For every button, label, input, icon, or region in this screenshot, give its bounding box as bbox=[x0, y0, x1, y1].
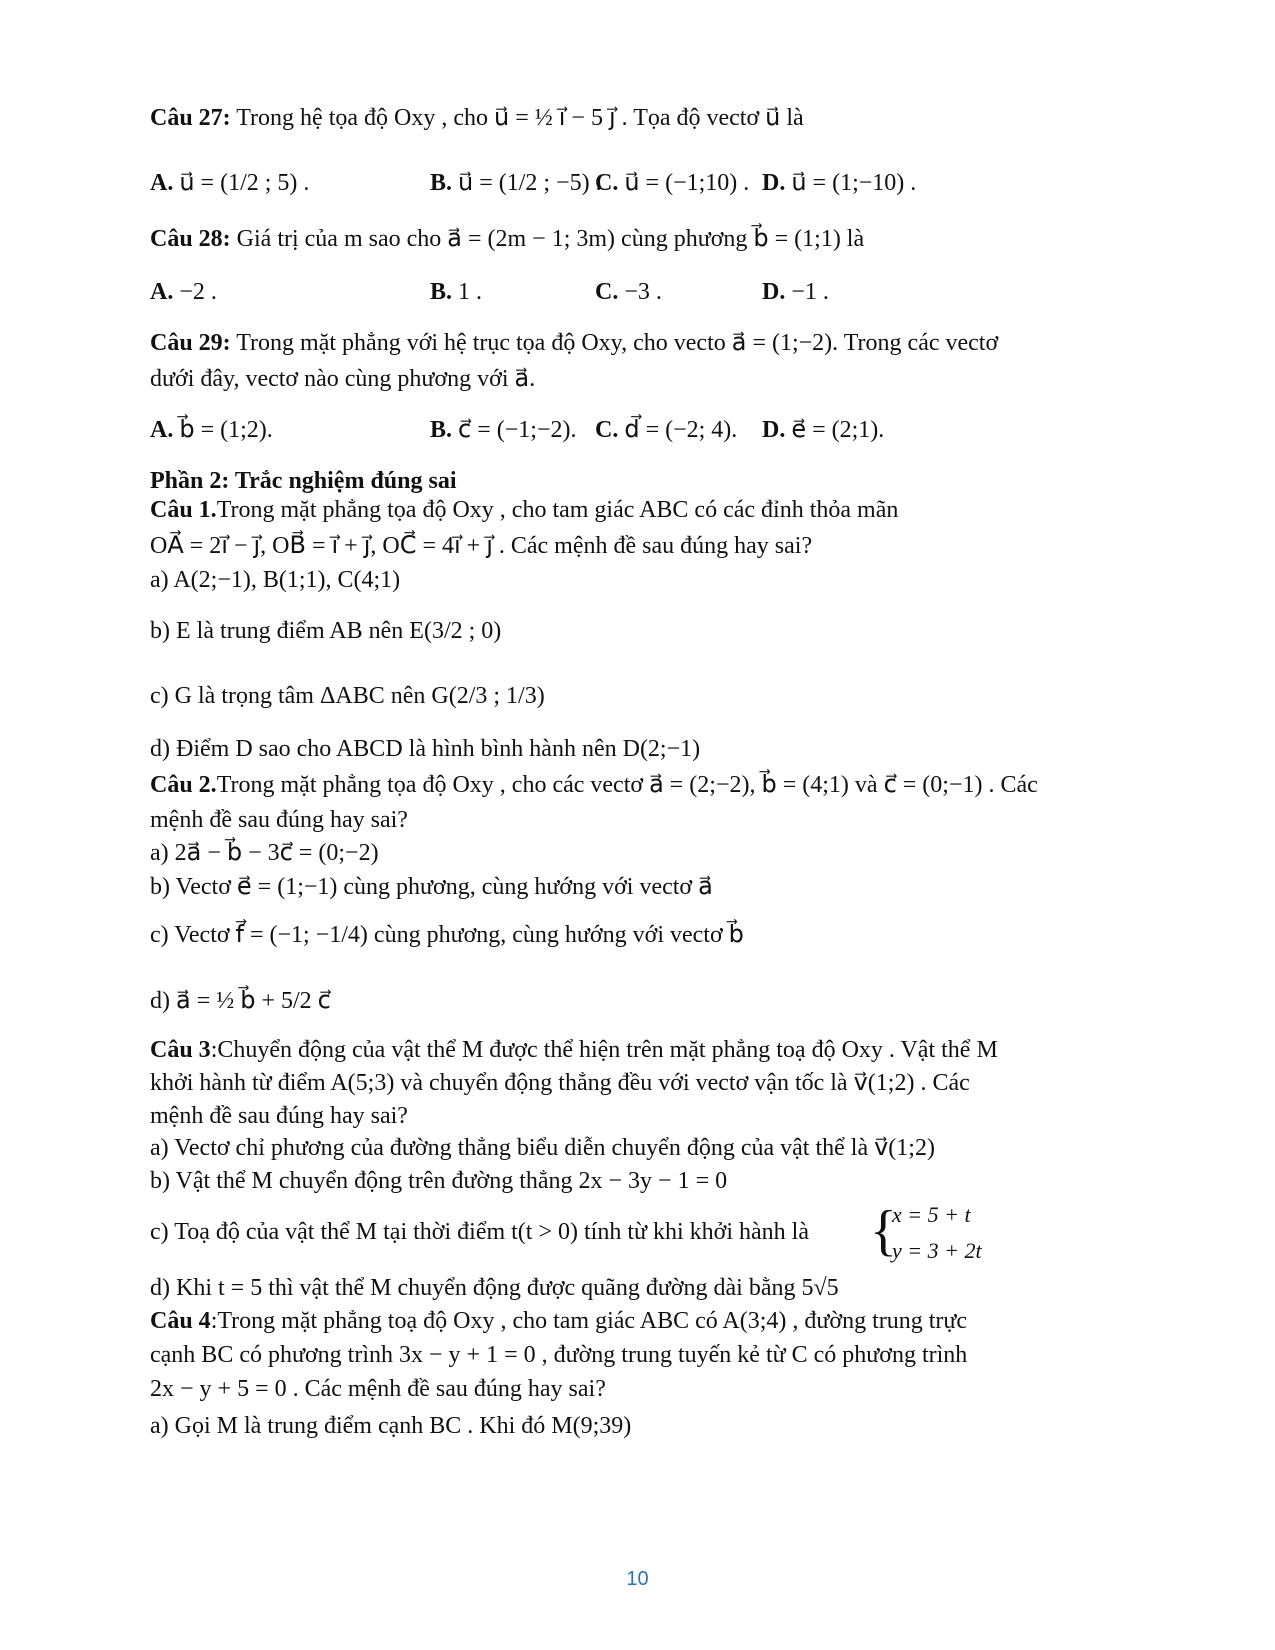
q27-stem bbox=[150, 103, 804, 133]
q28-stem bbox=[150, 224, 864, 254]
q29-stem bbox=[150, 328, 998, 358]
q29-text: Trong mặt phẳng với hệ trục tọa độ Oxy, cho vecto a⃗ = (1;−2). Trong các vectơ bbox=[230, 330, 999, 356]
q28-option-d: D. −1 . bbox=[762, 279, 829, 305]
c4-stem bbox=[150, 1306, 967, 1336]
c3-stem bbox=[150, 1035, 998, 1065]
q29-option-c: C. d⃗ = (−2; 4). bbox=[595, 417, 738, 443]
c3-statement-d: d) Khi t = 5 thì vật thể M chuyển động được quãng đường dài bằng 5√5 bbox=[150, 1275, 839, 1301]
c3-statement-a: a) Vectơ chỉ phương của đường thẳng biểu diễn chuyển động của vật thể là v⃗(1;2) bbox=[150, 1135, 935, 1161]
q28-text: Giá trị của m sao cho a⃗ = (2m − 1; 3m) cùng phương b⃗ = (1;1) là bbox=[230, 226, 865, 252]
c3-system-line2: y = 3 + 2t bbox=[892, 1238, 982, 1263]
c4-text: :Trong mặt phẳng toạ độ Oxy , cho tam giác ABC có A(3;4) , đường trung trực bbox=[210, 1308, 968, 1334]
c4-label: Câu 4 bbox=[150, 1308, 211, 1334]
q29-option-b: B. c⃗ = (−1;−2). bbox=[430, 417, 577, 443]
c3-stem-line3: mệnh đề sau đúng hay sai? bbox=[150, 1103, 408, 1129]
c1-stem bbox=[150, 495, 898, 525]
c2-statement-c: c) Vectơ f⃗ = (−1; −1/4) cùng phương, cùng hướng với vectơ b⃗ bbox=[150, 922, 744, 948]
q28-option-c: C. −3 . bbox=[595, 279, 662, 305]
c2-label: Câu 2. bbox=[150, 772, 217, 798]
c1-statement-c: c) G là trọng tâm ΔABC nên G(2/3 ; 1/3) bbox=[150, 683, 545, 709]
q27-label: Câu 27: bbox=[150, 105, 231, 131]
c4-stem-line3: 2x − y + 5 = 0 . Các mệnh đề sau đúng hay sai? bbox=[150, 1376, 606, 1402]
c3-stem-line2: khởi hành từ điểm A(5;3) và chuyển động thẳng đều với vectơ vận tốc là v⃗(1;2) . Các bbox=[150, 1070, 970, 1096]
q29-option-d: D. e⃗ = (2;1). bbox=[762, 417, 885, 443]
c3-statement-c: c) Toạ độ của vật thể M tại thời điểm t(t > 0) tính từ khi khởi hành là bbox=[150, 1219, 810, 1245]
q29-label: Câu 29: bbox=[150, 330, 231, 356]
c2-stem-line2: mệnh đề sau đúng hay sai? bbox=[150, 807, 408, 833]
c3-text: :Chuyển động của vật thể M được thể hiện trên mặt phẳng toạ độ Oxy . Vật thể M bbox=[210, 1037, 998, 1063]
page-number: 10 bbox=[626, 1568, 649, 1590]
c3-brace: { bbox=[870, 1200, 897, 1262]
c1-label: Câu 1. bbox=[150, 497, 217, 523]
c1-text: Trong mặt phẳng tọa độ Oxy , cho tam giác ABC có các đỉnh thỏa mãn bbox=[216, 497, 899, 523]
q27-option-d: D. u⃗ = (1;−10) . bbox=[762, 170, 917, 196]
c1-statement-b: b) E là trung điểm AB nên E(3/2 ; 0) bbox=[150, 618, 502, 644]
section-heading: Phần 2: Trắc nghiệm đúng sai bbox=[150, 468, 457, 494]
c2-text: Trong mặt phẳng tọa độ Oxy , cho các vectơ a⃗ = (2;−2), b⃗ = (4;1) và c⃗ = (0;−1) . Các bbox=[216, 772, 1038, 798]
q27-option-b: B. u⃗ = (1/2 ; −5) . bbox=[430, 170, 602, 196]
c4-stem-line2: cạnh BC có phương trình 3x − y + 1 = 0 , đường trung tuyến kẻ từ C có phương trình bbox=[150, 1342, 968, 1368]
q27-option-c: C. u⃗ = (−1;10) . bbox=[595, 170, 750, 196]
c3-system-line1: x = 5 + t bbox=[892, 1202, 971, 1227]
c3-statement-b: b) Vật thể M chuyển động trên đường thẳng 2x − 3y − 1 = 0 bbox=[150, 1168, 728, 1194]
c2-statement-b: b) Vectơ e⃗ = (1;−1) cùng phương, cùng hướng với vectơ a⃗ bbox=[150, 874, 713, 900]
c1-statement-a: a) A(2;−1), B(1;1), C(4;1) bbox=[150, 567, 401, 593]
c4-statement-a: a) Gọi M là trung điểm cạnh BC . Khi đó M(9;39) bbox=[150, 1413, 632, 1439]
q29-stem-line2: dưới đây, vectơ nào cùng phương với a⃗. bbox=[150, 366, 536, 392]
q28-option-a: A. −2 . bbox=[150, 279, 217, 305]
c1-stem-line2: OA⃗ = 2i⃗ − j⃗, OB⃗ = i⃗ + j⃗, OC⃗ = 4i⃗ + j⃗ . Các mệnh đề sau đúng hay sai? bbox=[150, 533, 813, 559]
c2-statement-a: a) 2a⃗ − b⃗ − 3c⃗ = (0;−2) bbox=[150, 840, 379, 866]
q27-option-a: A. u⃗ = (1/2 ; 5) . bbox=[150, 170, 310, 196]
c2-stem bbox=[150, 770, 1038, 800]
q27-text: Trong hệ tọa độ Oxy , cho u⃗ = ½ i⃗ − 5 j⃗ . Tọa độ vectơ u⃗ là bbox=[230, 105, 804, 131]
q28-option-b: B. 1 . bbox=[430, 279, 483, 305]
c1-statement-d: d) Điểm D sao cho ABCD là hình bình hành nên D(2;−1) bbox=[150, 736, 701, 762]
c2-statement-d: d) a⃗ = ½ b⃗ + 5/2 c⃗ bbox=[150, 988, 331, 1014]
q28-label: Câu 28: bbox=[150, 226, 231, 252]
c3-label: Câu 3 bbox=[150, 1037, 211, 1063]
q29-option-a: A. b⃗ = (1;2). bbox=[150, 417, 273, 443]
